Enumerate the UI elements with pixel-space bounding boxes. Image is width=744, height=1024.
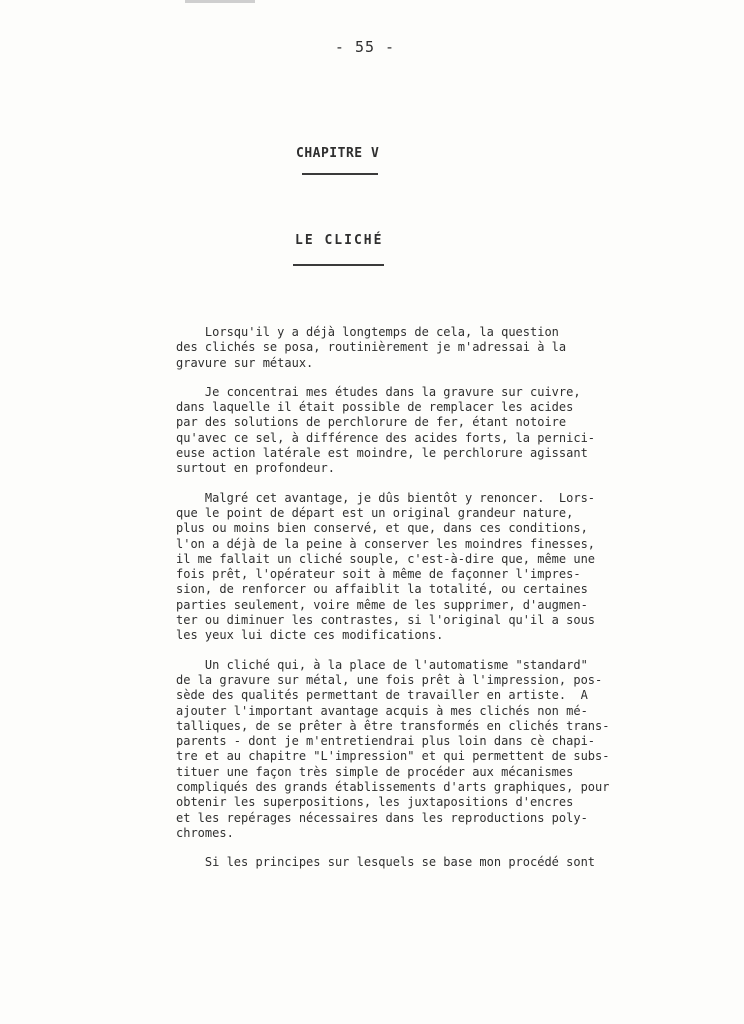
- text-line: gravure sur métaux.: [176, 355, 314, 370]
- paragraph: [176, 855, 716, 870]
- chapter-title-underline: [293, 264, 384, 266]
- text-line: dans laquelle il était possible de remplacer les acides: [176, 400, 574, 415]
- chapter-title: LE CLICHÉ: [295, 233, 384, 248]
- text-line: Malgré cet avantage, je dûs bientôt y renoncer. Lors-: [176, 490, 596, 505]
- paragraph: [176, 658, 716, 842]
- text-line: il me fallait un cliché souple, c'est-à-dire que, même une: [176, 551, 596, 566]
- text-line: euse action latérale est moindre, le perchlorure agissant: [176, 446, 588, 461]
- text-line: compliqués des grands établissements d'arts graphiques, pour: [176, 780, 610, 795]
- page-number: - 55 -: [334, 38, 396, 56]
- text-line: qu'avec ce sel, à différence des acides forts, la pernici-: [176, 430, 596, 445]
- text-line: des clichés se posa, routinièrement je m'adressai à la: [176, 340, 567, 355]
- text-line: sion, de renforcer ou affaiblit la totalité, ou certaines: [176, 582, 588, 597]
- text-line: Si les principes sur lesquels se base mon procédé sont: [176, 855, 596, 870]
- text-line: tituer une façon très simple de procéder aux mécanismes: [176, 764, 574, 779]
- text-line: sède des qualités permettant de travailler en artiste. A: [176, 688, 588, 703]
- text-line: obtenir les superpositions, les juxtapositions d'encres: [176, 795, 574, 810]
- chapter-heading-underline: [302, 173, 378, 175]
- chapter-heading: CHAPITRE V: [296, 146, 380, 161]
- paragraph: [176, 491, 716, 644]
- text-line: que le point de départ est un original grandeur nature,: [176, 505, 574, 520]
- text-line: Un cliché qui, à la place de l'automatisme "standard": [176, 657, 588, 672]
- text-line: par des solutions de perchlorure de fer, étant notoire: [176, 415, 567, 430]
- paragraph: [176, 385, 716, 477]
- text-line: ajouter l'important avantage acquis à mes clichés non mé-: [176, 703, 588, 718]
- text-line: plus ou moins bien conservé, et que, dans ces conditions,: [176, 521, 588, 536]
- text-line: Lorsqu'il y a déjà longtemps de cela, la question: [176, 325, 559, 339]
- text-line: les yeux lui dicte ces modifications.: [176, 628, 444, 643]
- text-line: surtout en profondeur.: [176, 461, 335, 476]
- text-line: talliques, de se prêter à être transformés en clichés trans-: [176, 718, 610, 733]
- top-edge-mark: [185, 0, 255, 3]
- text-line: tre et au chapitre "L'impression" et qui permettent de subs-: [176, 749, 610, 764]
- text-line: de la gravure sur métal, une fois prêt à l'impression, pos-: [176, 672, 603, 687]
- text-line: parents - dont je m'entretiendrai plus loin dans cè chapi-: [176, 734, 596, 749]
- text-line: l'on a déjà de la peine à conserver les moindres finesses,: [176, 536, 596, 551]
- text-line: Je concentrai mes études dans la gravure sur cuivre,: [176, 384, 581, 399]
- text-line: et les repérages nécessaires dans les reproductions poly-: [176, 810, 588, 825]
- paragraph: [176, 325, 716, 371]
- text-line: parties seulement, voire même de les supprimer, d'augmen-: [176, 597, 588, 612]
- text-line: chromes.: [176, 825, 234, 840]
- body-text: [176, 325, 716, 885]
- text-line: fois prêt, l'opérateur soit à même de façonner l'impres-: [176, 567, 581, 582]
- text-line: ter ou diminuer les contrastes, si l'original qu'il a sous: [176, 613, 596, 628]
